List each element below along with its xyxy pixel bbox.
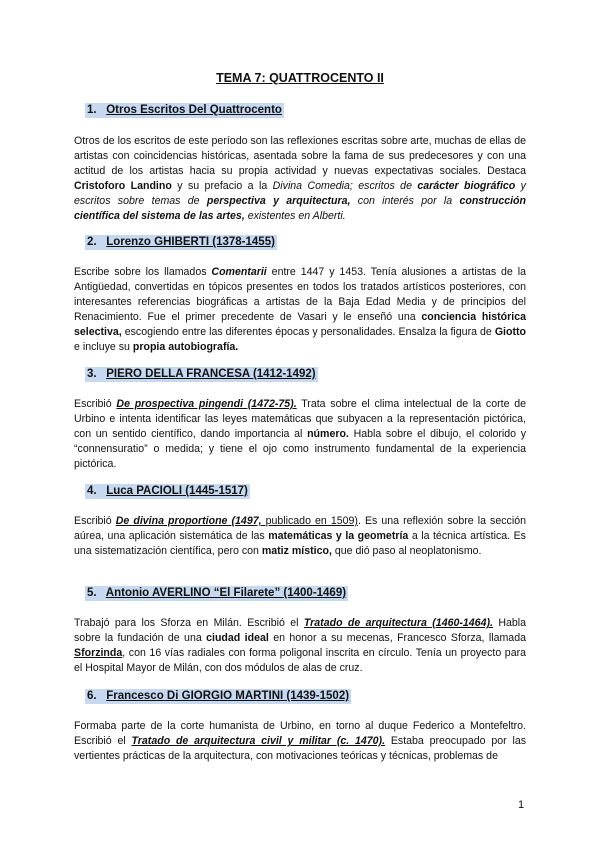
- section-heading-3: 3. PIERO DELLA FRANCESA (1412-1492): [87, 368, 316, 380]
- paragraph-5: Trabajó para los Sforza en Milán. Escribió el Tratado de arquitectura (1460-1464). Habla sobre la fundación de una ciudad ideal en honor a su mecenas, Francesco Sforza, llamada Sforzinda, con 16 vías radiales con forma poligonal inscrita en círculo. Tenía un proyecto para el Hospital Mayor de Milán, con dos módulos de alas de cruz.: [74, 617, 526, 674]
- section-heading-6: 6. Francesco Di GIORGIO MARTINI (1439-1502): [87, 690, 350, 702]
- document-title: TEMA 7: QUATTROCENTO II: [216, 71, 384, 85]
- paragraph-1: Otros de los escritos de este período son las reflexiones escritas sobre arte, muchas de ellas de artistas con coincidencias históricas, asentada sobre la fama de sus predecesores y con una actitud de los artistas hacia su propia actividad y nuevas expectativas sociales. Destaca Cristoforo Landino y su prefacio a la Divina Comedia; escritos de carácter biográfico y escritos sobre temas de perspectiva y arquitectura, con interés por la construcción científica del sistema de las artes, existentes en Alberti.: [74, 135, 526, 222]
- section-heading-4: 4. Luca PACIOLI (1445-1517): [87, 485, 248, 497]
- paragraph-2: Escribe sobre los llamados Comentarii entre 1447 y 1453. Tenía alusiones a artistas de la Antigüedad, convertidas en tópicos presentes en todos los tratados artísticos posteriores, con interesantes referencias biográficas a artistas de la Baja Edad Media y de principios del Renacimiento. Fue el primer precedente de Vasari y le enseñó una conciencia histórica selectiva, escogiendo entre las diferentes épocas y personalidades. Ensalza la figura de Giotto e incluye su propia autobiografía.: [74, 266, 526, 353]
- section-heading-2: 2. Lorenzo GHIBERTI (1378-1455): [87, 236, 275, 248]
- paragraph-4: Escribió De divina proportione (1497, publicado en 1509). Es una reflexión sobre la sección aúrea, una aplicación sistemática de las matemáticas y la geometría a la técnica artística. Es una sistematización científica, pero con matiz místico, que dió paso al neoplatonismo.: [74, 515, 526, 557]
- section-heading-5: 5. Antonio AVERLINO “El Filarete” (1400-1469): [87, 587, 347, 599]
- paragraph-3: Escribió De prospectiva pingendi (1472-75). Trata sobre el clima intelectual de la corte de Urbino e intenta identificar las leyes matemáticas que subyacen a la representación pictórica, con un sentido científico, dando importancia al número. Habla sobre el dibujo, el colorido y “connensuratio” o medida; y tiene el ojo como instrumento fundamental de la experiencia pictórica.: [74, 398, 526, 470]
- paragraph-6: Formaba parte de la corte humanista de Urbino, en torno al duque Federico a Montefeltro. Escribió el Tratado de arquitectura civil y militar (c. 1470). Estaba preocupado por las vertientes prácticas de la arquitectura, con motivaciones teóricas y técnicas, problemas de: [74, 720, 527, 762]
- page-number: 1: [518, 799, 525, 811]
- section-heading-1: 1. Otros Escritos Del Quattrocento: [87, 104, 282, 116]
